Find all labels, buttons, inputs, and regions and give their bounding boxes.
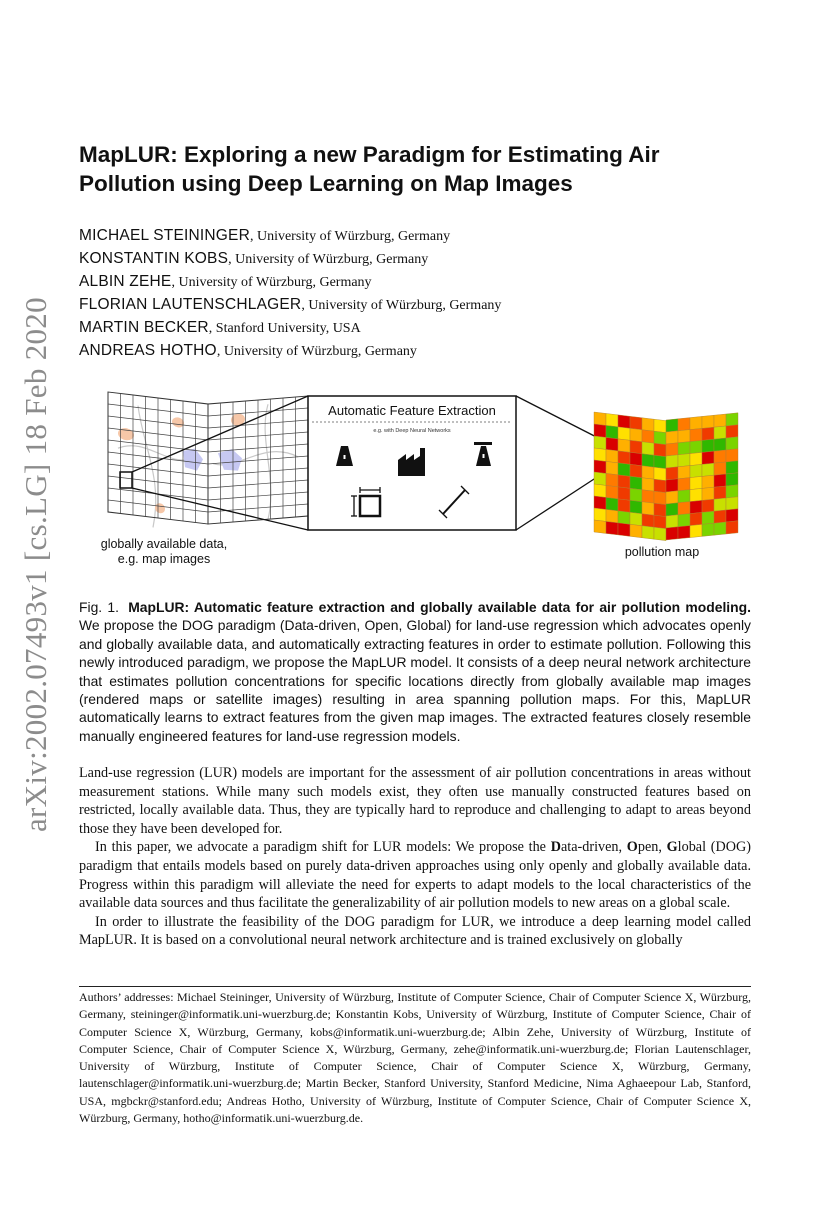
pollution-cell <box>630 416 642 429</box>
author-affiliation: , University of Würzburg, Germany <box>228 252 429 267</box>
caption-bold: MapLUR: Automatic feature extraction and globally available data for air pollution modeling. <box>128 599 751 615</box>
p2-part-a: In this paper, we advocate a paradigm shift for LUR models: We propose the <box>95 839 551 856</box>
pollution-cell <box>690 500 702 513</box>
pollution-cell <box>594 496 606 509</box>
pollution-cell <box>594 484 606 497</box>
pollution-cell <box>702 523 714 536</box>
author-entry <box>79 340 759 363</box>
pollution-cell <box>714 486 726 499</box>
footnote-rule <box>79 986 751 987</box>
pollution-cell <box>726 509 738 522</box>
pollution-cell <box>690 476 702 489</box>
pollution-cell <box>594 436 606 449</box>
pollution-cell <box>714 426 726 439</box>
feature-extraction-subtitle: e.g. with Deep Neural Networks <box>373 428 451 434</box>
pollution-cell <box>678 418 690 431</box>
pollution-cell <box>678 454 690 467</box>
pollution-cell <box>714 414 726 427</box>
pollution-cell <box>690 488 702 501</box>
pollution-cell <box>630 512 642 525</box>
author-affiliation: , Stanford University, USA <box>208 321 361 336</box>
pollution-cell <box>606 485 618 498</box>
author-list <box>79 225 759 363</box>
pollution-cell <box>642 478 654 491</box>
left-label-line-2: e.g. map images <box>117 552 211 566</box>
pollution-cell <box>618 511 630 524</box>
pollution-cell <box>690 416 702 429</box>
pollution-cell <box>618 499 630 512</box>
pollution-cell <box>606 497 618 510</box>
pollution-cell <box>666 455 678 468</box>
feature-extraction-title: Automatic Feature Extraction <box>328 403 496 418</box>
author-entry <box>79 248 759 271</box>
authors-addresses-footnote: Authors’ addresses: Michael Steininger, University of Würzburg, Institute of Computer Science, Chair of Computer Science X, Würzburg, Germany, steininger@informatik.uni-wuerzburg.de; Konstantin Kobs, University of Würzburg, Institute of Computer Science, Chair of Computer Science X, Würzburg, Germany, kobs@informatik.uni-wuerzburg.de; Albin Zehe, University of Würzburg, Institute of Computer Science, Chair of Computer Science X, Würzburg, Germany, zehe@informatik.uni-wuerzburg.de; Florian Lautenschlager, University of Würzburg, Institute of Computer Science, Chair of Computer Science X, Würzburg, Germany, lautenschlager@informatik.uni-wuerzburg.de; Martin Becker, Stanford University, Stanford Medicine, Nima Aghaeepour Lab, Stanford, USA, mgbckr@stanford.edu; Andreas Hotho, University of Würzburg, Institute of Computer Science, Chair of Computer Science X, Würzburg, Germany, hotho@informatik.uni-wuerzburg.de. <box>79 990 751 1126</box>
pollution-cell <box>666 503 678 516</box>
pollution-cell <box>726 449 738 462</box>
pollution-cell <box>630 524 642 537</box>
map-area-blue <box>183 447 203 471</box>
pollution-cell <box>642 418 654 431</box>
author-affiliation: , University of Würzburg, Germany <box>171 275 372 290</box>
pollution-cell <box>678 514 690 527</box>
pollution-cell <box>654 431 666 444</box>
pollution-cell <box>678 502 690 515</box>
pollution-cell <box>678 430 690 443</box>
pollution-cell <box>702 451 714 464</box>
pollution-cell <box>594 412 606 425</box>
pollution-cell <box>702 487 714 500</box>
map-area-blue <box>218 448 242 472</box>
pollution-cell <box>630 476 642 489</box>
pollution-cell <box>606 413 618 426</box>
pollution-cell <box>690 440 702 453</box>
pollution-cell <box>726 485 738 498</box>
pollution-cell <box>642 466 654 479</box>
pollution-cell <box>594 424 606 437</box>
pollution-cell <box>594 508 606 521</box>
pollution-cell <box>702 427 714 440</box>
map-road-line <box>138 406 156 528</box>
map-area-orange <box>172 417 184 428</box>
pollution-cell <box>642 442 654 455</box>
author-affiliation: , University of Würzburg, Germany <box>301 298 502 313</box>
pollution-cell <box>690 452 702 465</box>
pollution-cell <box>666 431 678 444</box>
pollution-cell <box>690 512 702 525</box>
pollution-cell <box>594 472 606 485</box>
pollution-cell <box>690 428 702 441</box>
pollution-cell <box>654 527 666 540</box>
author-affiliation: , University of Würzburg, Germany <box>249 229 451 244</box>
pollution-cell <box>654 479 666 492</box>
pollution-cell <box>654 503 666 516</box>
paragraph-3: In order to illustrate the feasibility of the DOG paradigm for LUR, we introduce a deep learning model called MapLUR. It is based on a convolutional neural network architecture and is trained exclusively on globally <box>79 913 751 949</box>
pollution-cell <box>654 491 666 504</box>
pollution-cell <box>654 419 666 432</box>
pollution-cell <box>678 490 690 503</box>
pollution-cell <box>618 475 630 488</box>
pollution-cell <box>654 455 666 468</box>
pollution-cell <box>726 473 738 486</box>
pollution-cell <box>642 514 654 527</box>
pollution-cell <box>606 425 618 438</box>
pollution-cell <box>630 500 642 513</box>
map-area-orange <box>155 503 165 514</box>
author-entry <box>79 294 759 317</box>
pollution-cell <box>714 438 726 451</box>
pollution-cell <box>714 462 726 475</box>
pollution-cell <box>702 511 714 524</box>
pollution-cell <box>654 467 666 480</box>
pollution-cell <box>714 450 726 463</box>
pollution-cell <box>666 467 678 480</box>
figure-caption <box>79 598 751 745</box>
paragraph-1: Land-use regression (LUR) models are important for the assessment of air pollution concentrations in areas without measurement stations. While many such models exist, they often use manually constructed features based on restricted, locally available data. Thus, they are typically hard to reproduce and challenging to adapt to areas beyond those they have been developed for. <box>79 765 751 837</box>
pollution-cell <box>594 460 606 473</box>
pollution-cell <box>714 510 726 523</box>
author-name: ANDREAS HOTHO <box>79 342 217 359</box>
pollution-cell <box>690 524 702 537</box>
pollution-heatmap <box>594 412 738 541</box>
author-entry <box>79 317 759 340</box>
pollution-cell <box>606 449 618 462</box>
pollution-cell <box>618 487 630 500</box>
p2-letter-d: D <box>550 839 561 856</box>
pollution-cell <box>666 443 678 456</box>
pollution-cell <box>618 451 630 464</box>
map-image-grid <box>108 392 308 534</box>
p2-letter-o: O <box>626 839 638 856</box>
pollution-cell <box>666 515 678 528</box>
pollution-cell <box>690 464 702 477</box>
pollution-cell <box>642 430 654 443</box>
pollution-cell <box>654 515 666 528</box>
pollution-cell <box>594 520 606 533</box>
author-affiliation: , University of Würzburg, Germany <box>216 344 417 359</box>
pollution-cell <box>606 509 618 522</box>
pollution-cell <box>606 437 618 450</box>
pollution-cell <box>630 440 642 453</box>
author-name: KONSTANTIN KOBS <box>79 250 229 267</box>
right-label: pollution map <box>624 545 700 559</box>
pollution-cell <box>666 527 678 540</box>
pollution-cell <box>714 522 726 535</box>
figure-1 <box>80 380 750 580</box>
pollution-cell <box>666 479 678 492</box>
pollution-cell <box>618 427 630 440</box>
pollution-cell <box>642 502 654 515</box>
selected-cell-marker <box>120 472 132 488</box>
pollution-cell <box>618 439 630 452</box>
author-entry <box>79 271 759 294</box>
pollution-cell <box>702 499 714 512</box>
pollution-cell <box>606 461 618 474</box>
pollution-cell <box>702 415 714 428</box>
pollution-cell <box>714 474 726 487</box>
pollution-cell <box>666 419 678 432</box>
pollution-cell <box>726 461 738 474</box>
pollution-cell <box>630 452 642 465</box>
pollution-cell <box>678 442 690 455</box>
pollution-cell <box>726 425 738 438</box>
author-name: MICHAEL STEININGER <box>79 227 250 244</box>
author-name: FLORIAN LAUTENSCHLAGER <box>79 296 302 313</box>
figure-diagram <box>80 380 750 580</box>
caption-label: Fig. 1. <box>79 599 119 615</box>
pollution-cell <box>726 437 738 450</box>
pollution-cell <box>702 463 714 476</box>
author-name: MARTIN BECKER <box>79 319 209 336</box>
p2-letter-g: G <box>666 839 678 856</box>
pollution-cell <box>714 498 726 511</box>
pollution-cell <box>642 526 654 539</box>
pollution-cell <box>726 497 738 510</box>
author-name: ALBIN ZEHE <box>79 273 172 290</box>
pollution-cell <box>678 466 690 479</box>
paper-title: MapLUR: Exploring a new Paradigm for Estimating Air Pollution using Deep Learning on Map Images <box>79 142 660 196</box>
pollution-cell <box>618 463 630 476</box>
pollution-cell <box>726 521 738 534</box>
pollution-cell <box>666 491 678 504</box>
left-label-line-1: globally available data, <box>100 537 228 551</box>
pollution-cell <box>726 413 738 426</box>
pollution-cell <box>606 521 618 534</box>
pollution-cell <box>630 488 642 501</box>
pollution-cell <box>594 448 606 461</box>
pollution-cell <box>630 428 642 441</box>
pollution-cell <box>678 526 690 539</box>
pollution-cell <box>630 464 642 477</box>
pollution-cell <box>606 473 618 486</box>
pollution-cell <box>618 523 630 536</box>
pollution-cell <box>654 443 666 456</box>
p2-part-c: pen, <box>637 839 667 856</box>
caption-text: We propose the DOG paradigm (Data-driven, Open, Global) for land-use regression which advocates openly and globally available data, and automatically extracting features in order to estimate pollution. Following this newly introduced paradigm, we propose the MapLUR model. It consists of a deep neural network architecture that estimates pollution concentrations for specific locations directly from globally available map images (rendered maps or satellite images) resulting in area spanning pollution maps. For this, MapLUR automatically learns to extract features from the given map images. The extracted features closely resemble manually engineered features for land-use regression models. <box>79 617 751 744</box>
author-entry <box>79 225 759 248</box>
pollution-cell <box>702 439 714 452</box>
pollution-cell <box>642 454 654 467</box>
p2-part-b: ata-driven, <box>560 839 627 856</box>
body-text <box>79 764 751 950</box>
arxiv-stamp-text: arXiv:2002.07493v1 [cs.LG] 18 Feb 2020 <box>18 297 53 832</box>
pollution-cell <box>702 475 714 488</box>
pollution-cell <box>678 478 690 491</box>
paragraph-2 <box>79 838 751 912</box>
map-road-line <box>265 404 271 519</box>
p2-part-d: lobal (DOG) paradigm that entails models based on purely data-driven approaches using only openly and globally available data. Progress within this paradigm will alleviate the need for experts to adapt models to the local characteristics of the available data sources and thus facilitate the generalizability of air pollution models to new areas on a global scale. <box>79 839 751 912</box>
pollution-cell <box>618 415 630 428</box>
pollution-cell <box>642 490 654 503</box>
